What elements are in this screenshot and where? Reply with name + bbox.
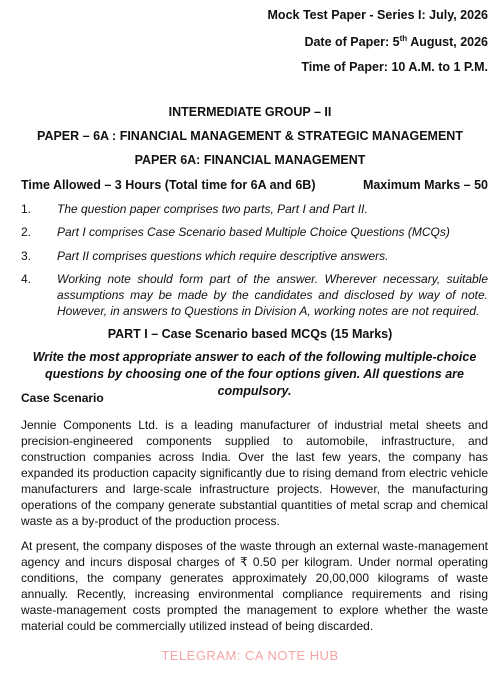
case-paragraph: At present, the company disposes of the waste through an external waste-management agency and incurs disposal charges of ₹ 0.50 per kilogram. Under normal operating conditions, the company generates approximately 20,00,000 kilograms of waste annually. Recently, increasing environmental compliance requirements and rising waste-management costs prompted the management to explore whether the waste material could be commercially utilized instead of being discarded. [21,539,488,633]
paper-series: Mock Test Paper - Series I: July, 2026 [267,8,488,22]
instruction-item: 1. The question paper comprises two parts, Part I and Part II. [21,202,368,216]
case-scenario-heading: Case Scenario [21,391,104,405]
paper-time: Time of Paper: 10 A.M. to 1 P.M. [301,60,488,74]
time-marks-row [21,178,488,192]
subpaper-title: PAPER 6A: FINANCIAL MANAGEMENT [134,153,366,167]
part1-instruction: Write the most appropriate answer to each of the following multiple-choice questions by choosing one of the four options given. All questions are compulsory. [32,350,477,398]
time-allowed: Time Allowed – 3 Hours (Total time for 6A and 6B) [21,178,316,192]
paper-date: Date of Paper: 5th August, 2026 [304,34,488,50]
instruction-item: 3. Part II comprises questions which require descriptive answers. [21,249,389,263]
group-title: INTERMEDIATE GROUP – II [168,105,332,119]
case-paragraph: Jennie Components Ltd. is a leading manufacturer of industrial metal sheets and precision-engineered components supplied to automobile, infrastructure, and construction companies across India. Over the last few years, the company has expanded its production capacity significantly due to rising demand from electric vehicle manufacturers and large-scale infrastructure projects. However, the manufacturing operations of the company generate substantial quantities of metal scrap and chemical waste as a by-product of the production process. [21,418,488,528]
part1-heading: PART I – Case Scenario based MCQs (15 Marks) [107,327,393,341]
telegram-watermark: TELEGRAM: CA NOTE HUB [161,648,339,663]
maximum-marks: Maximum Marks – 50 [362,178,488,192]
instruction-item: 4. Working note should form part of the answer. Wherever necessary, suitable assumptions may be made by the candidates and disclosed by way of note. However, in answers to Questions in Division A, working notes are not required. [21,272,488,318]
instruction-item: 2. Part I comprises Case Scenario based Multiple Choice Questions (MCQs) [21,225,450,239]
paper-title: PAPER – 6A : FINANCIAL MANAGEMENT & STRATEGIC MANAGEMENT [37,129,463,143]
